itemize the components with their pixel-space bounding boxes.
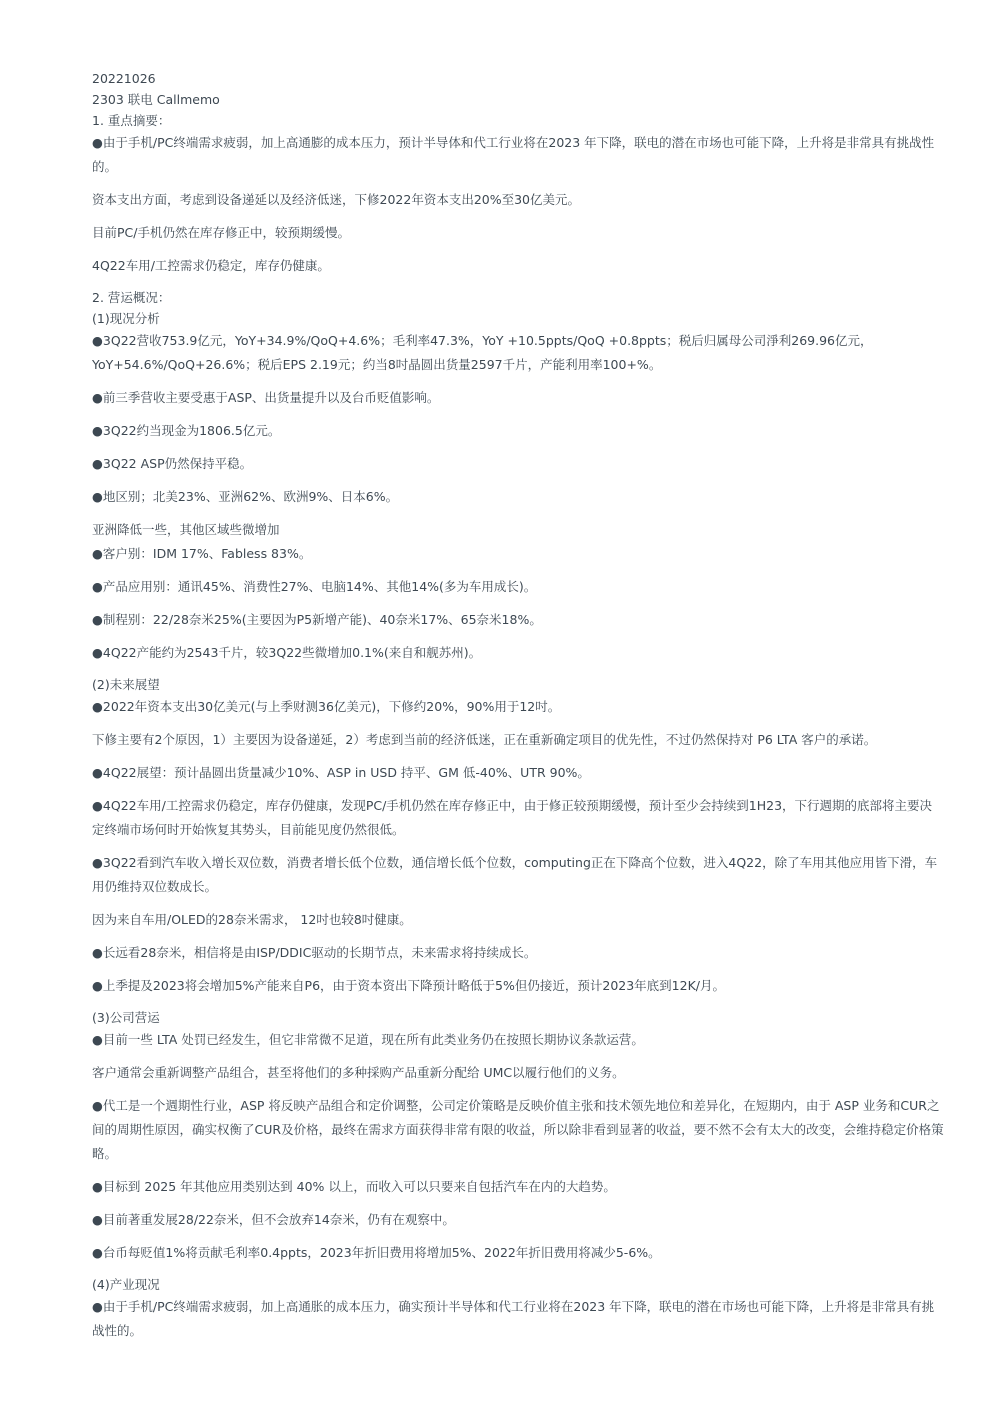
subsection-heading: (2)未来展望 [92, 677, 160, 692]
outlook-paragraph: ●上季提及2023将会增加5%产能来自P6，由于资本资出下降预计略低于5%但仍接近，预计2023年底到12K/月。 [92, 978, 725, 993]
operations-paragraph: ●3Q22约当现金为1806.5亿元。 [92, 423, 281, 438]
outlook-paragraph: ●长远看28奈米，相信将是由ISP/DDIC驱动的长期节点，未来需求将持续成长。 [92, 945, 537, 960]
summary-paragraph: 4Q22车用/工控需求仍稳定，库存仍健康。 [92, 258, 330, 273]
outlook-paragraph: 下修主要有2个原因，1）主要因为设备递延，2）考虑到当前的经济低迷，正在重新确定项目的优先性，不过仍然保持对 P6 LTA 客户的承诺。 [92, 732, 877, 747]
operations-paragraph: ●地区别；北美23%、亚洲62%、欧洲9%、日本6%。 [92, 489, 399, 504]
outlook-paragraph: ●4Q22车用/工控需求仍稳定，库存仍健康，发现PC/手机仍然在库存修正中，由于修正较预期缓慢，预计至少会持续到1H23，下行週期的底部将主要决定终端市场何时开始恢复其势头，目前能见度仍然很低。 [92, 798, 933, 837]
summary-paragraph: 资本支出方面，考虑到设备递延以及经济低迷，下修2022年资本支出20%至30亿美元。 [92, 192, 581, 207]
operations-paragraph: ●3Q22营收753.9亿元，YoY+34.9%/QoQ+4.6%；毛利率47.3%，YoY +10.5ppts/QoQ +0.8ppts；税后归属母公司淨利269.96亿元，YoY+54.6%/QoQ+26.6%；税后EPS 2.19元；约当8吋晶圆出货量2597千片，产能利用率100+%。 [92, 333, 873, 372]
company-paragraph: ●目前一些 LTA 处罚已经发生，但它非常微不足道，现在所有此类业务仍在按照长期协议条款运营。 [92, 1032, 644, 1047]
company-paragraph: ●目标到 2025 年其他应用类别达到 40% 以上，而收入可以只要来自包括汽车在内的大趋势。 [92, 1179, 616, 1194]
company-paragraph: ●目前著重发展28/22奈米，但不会放弃14奈米，仍有在观察中。 [92, 1212, 455, 1227]
memo-title: 2303 联电 Callmemo [92, 92, 220, 107]
company-paragraph: 客户通常会重新调整产品组合，甚至将他们的多种採购产品重新分配给 UMC以履行他们的义务。 [92, 1065, 625, 1080]
subsection-heading: (1)现况分析 [92, 311, 160, 326]
memo-date: 20221026 [92, 71, 156, 86]
company-paragraph: ●代工是一个週期性行业，ASP 将反映产品组合和定价调整，公司定价策略是反映价值主张和技术领先地位和差异化，在短期内，由于 ASP 业务和CUR之间的周期性原因，确实权衡了CUR及价格，最终在需求方面获得非常有限的收益，所以除非看到显著的收益，要不然不会有太大的改变，会维持稳定价格策略。 [92, 1098, 944, 1161]
operations-paragraph: ●前三季营收主要受惠于ASP、出货量提升以及台币贬值影响。 [92, 390, 440, 405]
section-1-heading: 1. 重点摘要： [92, 113, 171, 128]
operations-paragraph: ●制程别：22/28奈米25%(主要因为P5新增产能)、40奈米17%、65奈米18%。 [92, 612, 542, 627]
summary-paragraph: ●由于手机/PC终端需求疲弱，加上高通膨的成本压力，预计半导体和代工行业将在2023 年下降，联电的潜在市场也可能下降，上升将是非常具有挑战性的。 [92, 135, 935, 174]
outlook-paragraph: ●4Q22展望：预计晶圆出货量减少10%、ASP in USD 持平、GM 低-40%、UTR 90%。 [92, 765, 590, 780]
outlook-paragraph: ●2022年资本支出30亿美元(与上季财测36亿美元)，下修约20%，90%用于12吋。 [92, 699, 561, 714]
operations-paragraph: ●产品应用别：通讯45%、消费性27%、电脑14%、其他14%(多为车用成长)。 [92, 579, 537, 594]
company-paragraph: ●台币每贬值1%将贡献毛利率0.4ppts，2023年折旧费用将增加5%、2022年折旧费用将减少5-6%。 [92, 1245, 661, 1260]
outlook-paragraph: 因为来自车用/OLED的28奈米需求， 12吋也较8吋健康。 [92, 912, 412, 927]
operations-paragraph: 亚洲降低一些，其他区域些微增加 [92, 522, 280, 537]
section-2-heading: 2. 营运概况： [92, 290, 171, 305]
industry-paragraph: ●由于手机/PC终端需求疲弱，加上高通胀的成本压力，确实预计半导体和代工行业将在2023 年下降，联电的潜在市场也可能下降，上升将是非常具有挑战性的。 [92, 1299, 935, 1338]
operations-paragraph: ●4Q22产能约为2543千片，较3Q22些微增加0.1%(来自和舰苏州)。 [92, 645, 482, 660]
operations-paragraph: ●3Q22 ASP仍然保持平稳。 [92, 456, 253, 471]
subsection-heading: (3)公司营运 [92, 1010, 160, 1025]
operations-paragraph: ●客户别：IDM 17%、Fabless 83%。 [92, 546, 312, 561]
outlook-paragraph: ●3Q22看到汽车收入增长双位数，消费者增长低个位数，通信增长低个位数，computing正在下降高个位数，进入4Q22，除了车用其他应用皆下滑，车用仍维持双位数成长。 [92, 855, 938, 894]
summary-paragraph: 目前PC/手机仍然在库存修正中，较预期缓慢。 [92, 225, 350, 240]
memo-document [92, 68, 944, 1352]
subsection-heading: (4)产业现况 [92, 1277, 160, 1292]
